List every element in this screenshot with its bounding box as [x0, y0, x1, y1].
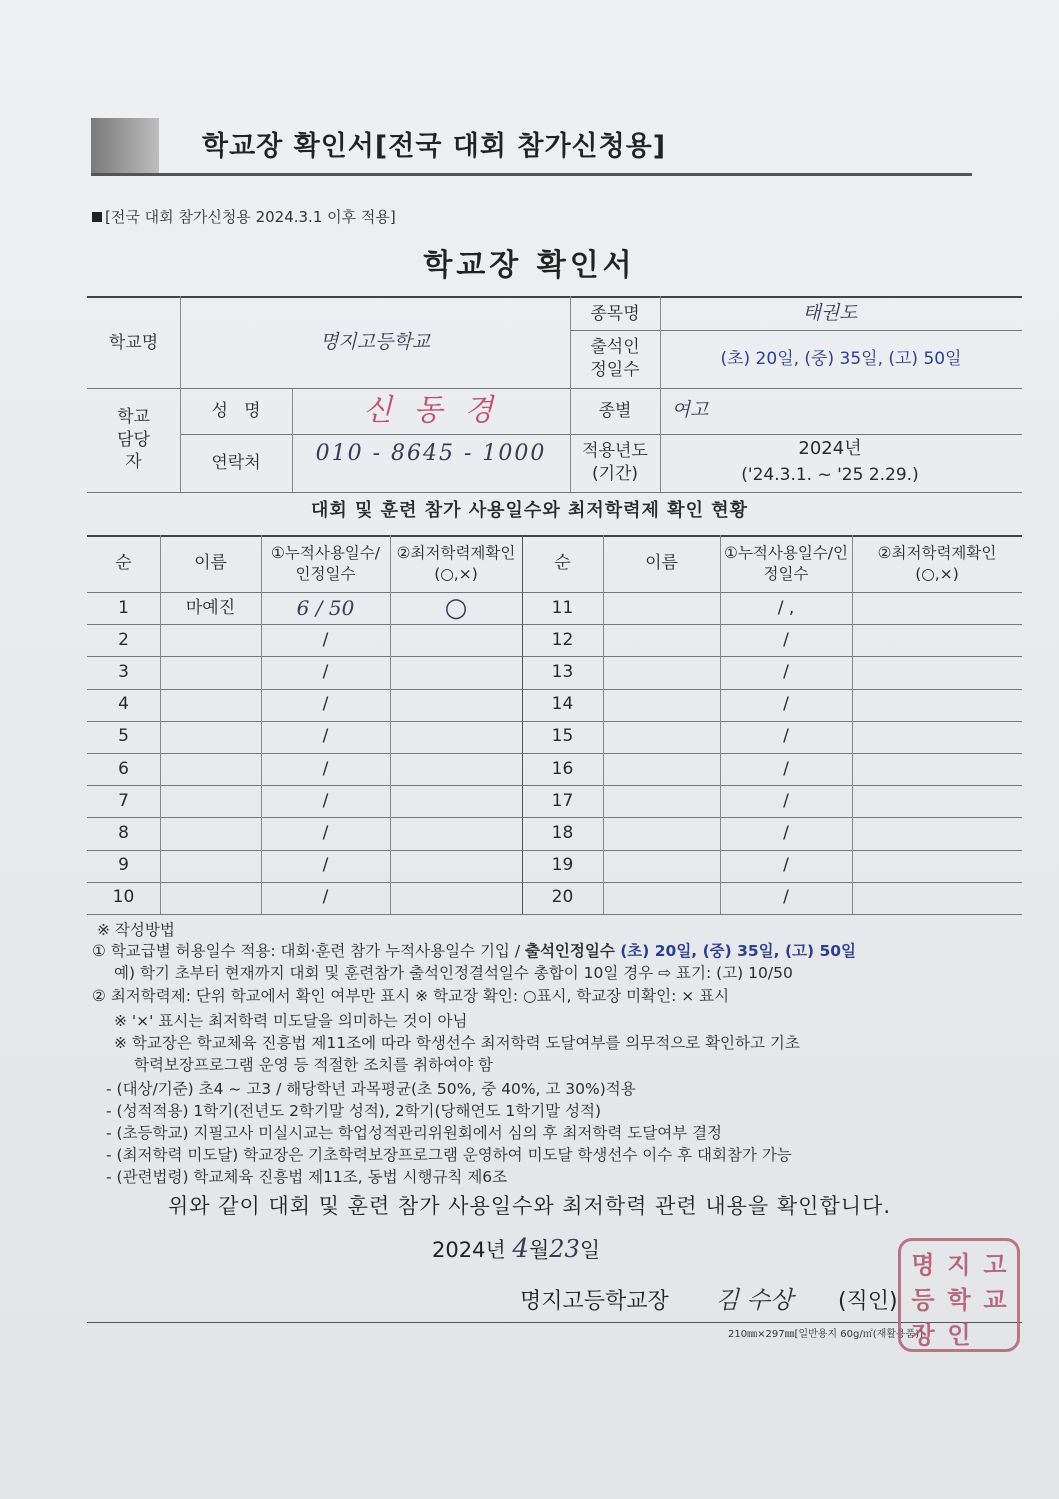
- table-cell-check: [852, 656, 1022, 688]
- table-cell-no: 10: [112, 887, 135, 908]
- table-cell-no: 1: [118, 597, 129, 618]
- table-cell-check: [852, 689, 1022, 721]
- table-cell-name: [603, 721, 720, 753]
- table-cell-name: [160, 624, 261, 656]
- principal-line: [520, 1280, 898, 1315]
- date-year: 2024년: [432, 1238, 506, 1262]
- table-cell-no: 20: [551, 887, 574, 908]
- table-cell-check: [390, 656, 522, 688]
- table-cell-no: 14: [551, 694, 574, 715]
- table-cell-days: / ,: [777, 597, 795, 618]
- table-cell-check: [852, 817, 1022, 849]
- sport-value: 태권도: [802, 302, 858, 325]
- issue-date: [432, 1234, 600, 1264]
- table-cell-days: /: [783, 887, 789, 908]
- header-rule: [91, 173, 972, 176]
- header-gray-block: [91, 118, 159, 176]
- table-header-name: 이름: [645, 553, 678, 574]
- table-cell-days: /: [322, 662, 329, 683]
- instruction-1-example: 예) 학기 초부터 현재까지 대회 및 훈련참가 출석인정결석일수 총합이 10일 경우 ⇨ 표기: (고) 10/50: [114, 964, 793, 982]
- table-cell-check: [390, 882, 522, 914]
- table-cell-days: /: [322, 694, 329, 715]
- table-cell-no: 6: [118, 758, 129, 779]
- table-cell-no: 12: [551, 629, 574, 650]
- table-header-no: 순: [554, 553, 571, 574]
- table-cell-no: 11: [551, 597, 574, 618]
- table-cell-days: /: [783, 823, 789, 844]
- seal-char: 교: [983, 1285, 1007, 1314]
- detail-remedial: - (최저학력 미도달) 학교장은 기초학력보장프로그램 운영하여 미도달 학생선수 이수 후 대회참가 가능: [106, 1146, 792, 1164]
- table-cell-check: [852, 850, 1022, 882]
- table-cell-days: /: [322, 726, 329, 747]
- table-cell-no: 16: [551, 758, 574, 779]
- seal-char: 고: [983, 1250, 1007, 1279]
- attendance-label: 출석인정일수: [590, 337, 640, 380]
- school-name-label: 학교명: [108, 332, 159, 353]
- table-cell-name: [603, 689, 720, 721]
- table-header-days: ①누적사용일수/인정일수: [271, 543, 380, 583]
- table-cell-days: /: [783, 855, 789, 876]
- principal-signature: 김 수상: [715, 1286, 793, 1314]
- detail-law: - (관련법령) 학교체육 진흥법 제11조, 동법 시행규칙 제6조: [106, 1168, 508, 1186]
- table-cell-name: [603, 850, 720, 882]
- type-label: 종별: [598, 400, 632, 421]
- table-cell-name: [160, 721, 261, 753]
- table-header-name: 이름: [194, 553, 227, 574]
- table-cell-no: 5: [118, 726, 129, 747]
- instruction-2-sub2a: ※ 학교장은 학교체육 진흥법 제11조에 따라 학생선수 최저학력 도달여부를 의무적으로 확인하고 기초: [114, 1034, 800, 1052]
- table-cell-name: [603, 753, 720, 785]
- table-cell-days: /: [322, 629, 329, 650]
- table-cell-name: [160, 817, 261, 849]
- seal-char: 지: [947, 1250, 971, 1279]
- table-cell-no: 3: [118, 662, 129, 683]
- detail-target: - (대상/기준) 초4 ~ 고3 / 해당학년 과목평균(초 50%, 중 40%, 고 30%)적용: [106, 1080, 636, 1098]
- instruction-2-sub1: ※ '×' 표시는 최저학력 미도달을 의미하는 것이 아님: [114, 1012, 468, 1030]
- attendance-value: (초) 20일, (중) 35일, (고) 50일: [720, 348, 962, 369]
- manager-label: 학교담당자: [117, 406, 150, 473]
- table-cell-name: [603, 882, 720, 914]
- instruction-1-days: (초) 20일, (중) 35일, (고) 50일: [614, 942, 857, 960]
- table-cell-days: /: [322, 855, 329, 876]
- manager-name-value: 신 동 경: [362, 392, 499, 428]
- table-cell-no: 7: [118, 790, 129, 811]
- instruction-1-text: ① 학교급별 허용일수 적용: 대회·훈련 참가 누적사용일수 기입 /: [92, 942, 525, 960]
- main-title: 학교장 확인서: [423, 248, 636, 283]
- date-day-label: 일: [579, 1238, 601, 1262]
- table-cell-name: [603, 817, 720, 849]
- table-cell-name: [603, 785, 720, 817]
- table-header-no: 순: [115, 553, 132, 574]
- contact-label: 연락처: [211, 452, 261, 473]
- instructions-heading: ※ 작성방법: [97, 921, 175, 939]
- table-cell-check: [852, 624, 1022, 656]
- table-cell-check: [390, 817, 522, 849]
- table-header-check: ②최저학력제확인(○,×): [877, 543, 997, 583]
- paper-spec: 210㎜×297㎜[일반용지 60g/㎡(재활용품)]: [728, 1329, 924, 1340]
- date-month-label: 월: [528, 1238, 550, 1262]
- seal-char: 명: [911, 1250, 935, 1279]
- type-value: 여고: [671, 399, 709, 422]
- square-bullet-icon: [92, 212, 102, 222]
- table-cell-days: /: [322, 758, 329, 779]
- instruction-1: [92, 939, 856, 961]
- contact-value: 010 - 8645 - 1000: [315, 441, 547, 467]
- table-cell-days: /: [322, 790, 329, 811]
- table-cell-name: [160, 850, 261, 882]
- official-seal: [898, 1238, 1020, 1352]
- date-day: 23: [549, 1235, 580, 1263]
- table-cell-days: /: [783, 629, 789, 650]
- date-month: 4: [512, 1234, 529, 1264]
- table-cell-name: [603, 656, 720, 688]
- table-cell-no: 15: [551, 726, 574, 747]
- seal-char: 등: [911, 1285, 935, 1314]
- year-period: ('24.3.1. ~ '25 2.29.): [741, 464, 919, 485]
- header-title: 학교장 확인서[전국 대회 참가신청용]: [202, 131, 667, 162]
- school-name-value: 명지고등학교: [319, 331, 431, 354]
- table-cell-name: [160, 689, 261, 721]
- table-cell-check: [852, 882, 1022, 914]
- table-cell-no: 4: [118, 694, 129, 715]
- table-cell-no: 18: [551, 823, 574, 844]
- section-title: 대회 및 훈련 참가 사용일수와 최저학력제 확인 현황: [310, 500, 748, 521]
- table-cell-days: /: [783, 758, 789, 779]
- principal-title: 명지고등학교장: [520, 1289, 669, 1314]
- detail-grades: - (성적적용) 1학기(전년도 2학기말 성적), 2학기(당해연도 1학기말 성적): [106, 1102, 602, 1120]
- year-label: 적용년도(기간): [582, 441, 648, 484]
- table-cell-days: /: [322, 887, 329, 908]
- table-cell-no: 19: [551, 855, 574, 876]
- table-cell-check: [852, 721, 1022, 753]
- table-cell-check: [390, 785, 522, 817]
- table-cell-days: /: [783, 790, 789, 811]
- table-cell-days: /: [783, 726, 789, 747]
- sport-label: 종목명: [590, 303, 640, 324]
- table-cell-check: [852, 753, 1022, 785]
- table-cell-name: 마예진: [185, 597, 236, 618]
- table-cell-no: 2: [118, 629, 129, 650]
- table-cell-no: 13: [551, 662, 574, 683]
- table-cell-name: [160, 656, 261, 688]
- name-label: 성 명: [211, 400, 261, 421]
- table-cell-check: [390, 753, 522, 785]
- seal-char: 학: [947, 1285, 971, 1314]
- instruction-2: ② 최저학력제: 단위 학교에서 확인 여부만 표시 ※ 학교장 확인: ○표시, 학교장 미확인: × 표시: [92, 987, 730, 1005]
- detail-elementary: - (초등학교) 지필고사 미실시교는 학업성적관리위원회에서 심의 후 최저학력 도달여부 결정: [106, 1124, 723, 1142]
- table-cell-name: [603, 624, 720, 656]
- table-cell-name: [160, 785, 261, 817]
- footer-rule: [87, 1322, 1022, 1323]
- table-header-days: ①누적사용일수/인정일수: [724, 543, 848, 583]
- table-cell-check: [852, 785, 1022, 817]
- seal-label: (직인): [837, 1289, 898, 1314]
- year-value: 2024년: [798, 437, 862, 459]
- seal-char: 인: [947, 1320, 971, 1349]
- instruction-2-sub2b: 학력보장프로그램 운영 등 적절한 조치를 취하여야 함: [134, 1056, 493, 1074]
- table-cell-check: ○: [444, 592, 468, 623]
- instruction-1-bold: 출석인정일수: [524, 942, 615, 960]
- table-cell-no: 17: [551, 790, 574, 811]
- table-cell-name: [160, 882, 261, 914]
- table-cell-days: /: [783, 662, 789, 683]
- confirmation-statement: 위와 같이 대회 및 훈련 참가 사용일수와 최저학력 관련 내용을 확인합니다.: [167, 1194, 891, 1218]
- table-cell-check: [852, 592, 1022, 624]
- table-cell-days: /: [322, 823, 329, 844]
- applicability-note-text: [전국 대회 참가신청용 2024.3.1 이후 적용]: [105, 208, 396, 226]
- table-cell-check: [390, 850, 522, 882]
- applicability-note: [92, 206, 396, 227]
- table-cell-name: [603, 592, 720, 624]
- table-cell-name: [160, 753, 261, 785]
- table-cell-check: [390, 689, 522, 721]
- table-header-check: ②최저학력제확인(○,×): [396, 543, 516, 583]
- table-cell-days: /: [783, 694, 789, 715]
- seal-char: 장: [911, 1320, 935, 1349]
- table-cell-days: 6 / 50: [296, 595, 355, 620]
- table-cell-no: 9: [118, 855, 129, 876]
- table-cell-check: [390, 624, 522, 656]
- table-cell-check: [390, 721, 522, 753]
- table-cell-no: 8: [118, 823, 129, 844]
